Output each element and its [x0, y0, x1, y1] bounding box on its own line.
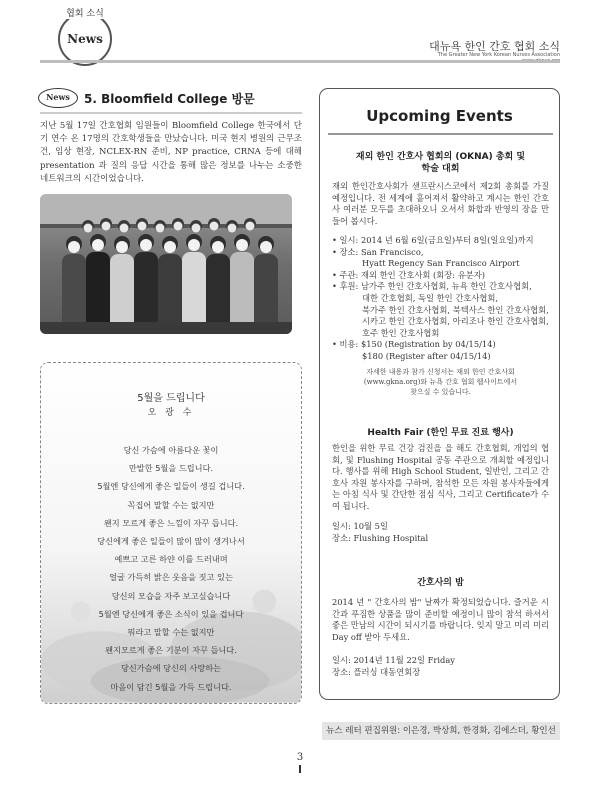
okna-host: • 주관: 재외 한인 간호사회 (회장: 유분자) — [332, 269, 486, 280]
article-title: 5. Bloomfield College 방문 — [84, 92, 255, 106]
poem-lines — [41, 441, 301, 696]
poem-line: 왠지 모르게 좋은 느낌이 자꾸 듭니다. — [103, 517, 239, 528]
okna-note-line: (www.gkna.org)와 뉴욕 간호 협회 웹사이트에서 — [363, 378, 518, 386]
events-rule — [328, 133, 553, 135]
page-number-mark — [299, 765, 301, 773]
poem-line: 당신가슴에 당신의 사랑하는 — [120, 663, 222, 674]
okna-sponsor-line: 북가주 한인 간호사협회, 북텍사스 한인 간호사협회, — [362, 304, 549, 315]
okna-heading — [332, 151, 549, 175]
poem-line: 당신에게 좋은 일들이 많이 많이 생겨나서 — [97, 536, 245, 547]
article-header — [38, 88, 300, 110]
header-rule — [40, 60, 560, 63]
poem-author: 오 광 수 — [147, 408, 195, 418]
poem-box — [40, 362, 302, 704]
okna-fee-late: $180 (Register after 04/15/14) — [362, 350, 491, 361]
poem-line: 당신의 모습을 자주 보고싶습니다 — [111, 590, 231, 601]
okna-sponsor-line: 호주 한인 간호사협회 — [362, 327, 440, 338]
poem-line: 예쁘고 고른 하얀 이를 드러내며 — [114, 554, 228, 565]
okna-body: 재외 한인간호사회가 샌프란시스코에서 제2회 총회를 가질 예정입니다. 전 세계에 흩어져서 활약하고 계시는 한인 간호사 여러분 모두를 초대하오니 오셔서 화합과 반영의 장을 만들어 봅시다. — [332, 181, 549, 226]
nurse-night-body: 2014 년 " 간호사의 밤" 날짜가 확정되었습니다. 즐거운 시간과 푸짐한 상품을 많이 준비할 예정이니 많이 참석 하셔서 좋은 만남의 시간이 되시기를 바랍니다. 잊지 말고 미리 미리 Day off 받아 두세요. — [332, 597, 549, 642]
okna-date: • 일시: 2014 년 6월 6일(금요일)부터 8일(일요일)까지 — [332, 235, 534, 245]
okna-note-line: 찾으실 수 있습니다. — [410, 388, 471, 396]
okna-place: • 장소: San Francisco, — [332, 246, 424, 257]
poem-line: 5월엔 당신에게 좋은 소식이 있을 겁니다 — [98, 608, 244, 619]
nurse-night-heading: 간호사의 밤 — [417, 578, 464, 588]
editorial-committee: 뉴스 레터 편집위원: 이은경, 박상희, 한경화, 김에스더, 황인선 — [322, 722, 560, 740]
okna-sponsor-line: 시카고 한인 간호사협회, 아리조나 한인 간호사협회, — [362, 316, 549, 327]
okna-details — [332, 235, 549, 363]
health-fair-details — [332, 521, 549, 544]
nurse-night-place: 장소: 플러싱 대동연회장 — [332, 666, 421, 677]
poem-line: 꼭집어 말할 수는 없지만 — [127, 499, 215, 510]
health-fair-place: 장소: Flushing Hospital — [332, 532, 429, 543]
health-fair-body: 한인을 위한 무료 건강 검진을 을 해도 간호협회, 개업의 협회, 및 Flushing Hospital 공동 주관으로 개최할 예정입니다. 행사를 위해 High School Student, 일반인, 그리고 간호사 자원 봉사자를 구하며, 참석한 모든 자원 봉사자들에게는 아침 식사 및 간단한 점심 식사, 그리고 Certificate가 수여 됩니다. — [332, 443, 549, 511]
poem-title: 5월을 드립니다 — [137, 393, 205, 404]
poem-line: 5월엔 당신에게 좋은 일들이 생길 겁니다. — [97, 481, 245, 492]
okna-place-venue: Hyatt Regency San Francisco Airport — [362, 258, 520, 269]
okna-heading-line: 재외 한인 간호사 협회의 (OKNA) 총회 및 — [355, 152, 526, 162]
okna-note — [350, 367, 531, 397]
poem-line: 왠지모르게 좋은 기분이 자꾸 듭니다. — [105, 645, 237, 656]
okna-fee: • 비용: $150 (Registration by 04/15/14) — [332, 339, 496, 350]
news-logo — [58, 9, 112, 66]
group-photo-image — [40, 194, 292, 334]
news-logo-english: News — [67, 32, 103, 46]
poem-line: 뭐라고 말할 수는 없지만 — [127, 627, 215, 638]
org-title: 대뉴욕 한인 간호 협회 소식 — [429, 40, 560, 53]
okna-sponsor: • 후원: 남가주 한인 간호사협회, 뉴욕 한인 간호사협회, — [332, 281, 532, 292]
article-body: 지난 5월 17일 간호협회 임원들이 Bloomfield College 한국에서 단기 연수 온 17명의 간호학생들을 만났습니다. 미국 현지 병원의 근무조건, 임상 현장, NCLEX-RN 준비, NP practice, CRNA 등에 대해 presentation 과 질의 응답 시간을 통해 많은 정보를 나누는 소중한 네트워크의 시간이었습니다. — [40, 121, 302, 184]
page-number: 3 — [296, 752, 304, 763]
org-subtitle-english: The Greater New York Korean Nurses Association — [437, 52, 560, 58]
poem-line: 당신 가슴에 아름다운 꽃이 — [123, 445, 219, 455]
group-photo — [40, 194, 292, 334]
okna-note-line: 자세한 내용과 참가 신청서는 재외 한인 간호사회 — [366, 368, 515, 376]
news-logo-korean: 협회 소식 — [60, 6, 110, 19]
health-fair-date: 일시: 10월 5일 — [332, 521, 388, 531]
upcoming-events-box — [319, 88, 560, 700]
health-fair-heading: Health Fair (한인 무료 진료 행사) — [367, 428, 514, 438]
poem-line: 얼굴 가득히 밝은 웃음을 짓고 있는 — [109, 572, 233, 583]
article-news-tag: News — [38, 88, 78, 108]
nurse-night-details — [332, 655, 549, 678]
okna-heading-line: 학술 대회 — [421, 164, 460, 174]
events-title: Upcoming Events — [366, 107, 513, 125]
article-rule — [40, 112, 302, 114]
okna-sponsor-line: 대한 간호협회, 독일 한인 간호사협회, — [362, 292, 499, 303]
nurse-night-date: 일시: 2014년 11월 22일 Friday — [332, 655, 455, 665]
poem-line: 마음이 담긴 5월을 가득 드립니다. — [110, 681, 232, 692]
poem-line: 만발한 5월을 드립니다. — [128, 463, 214, 474]
